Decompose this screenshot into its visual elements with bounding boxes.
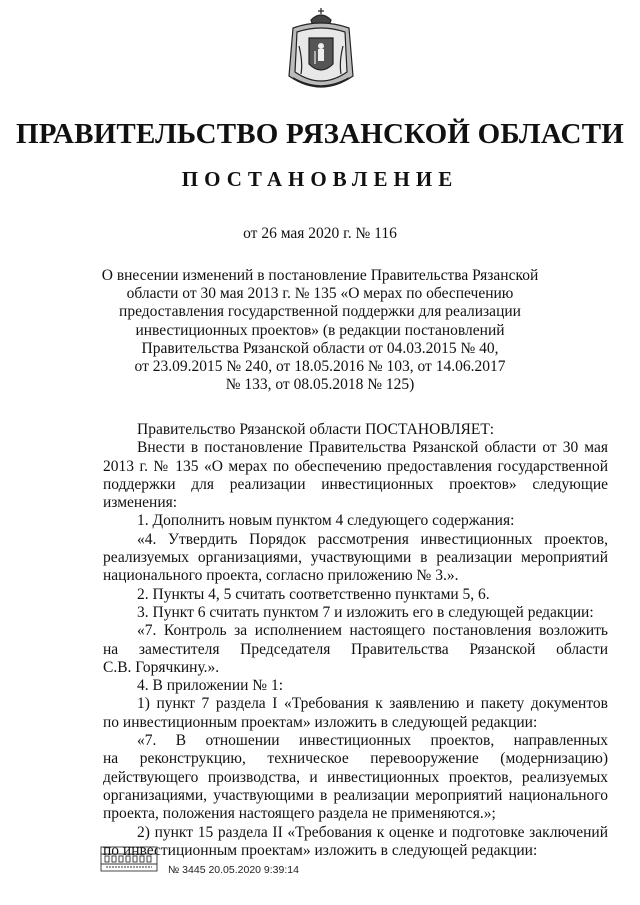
subject-line: Правительства Рязанской области от 04.03.2015 № 40, (141, 339, 499, 357)
document-type: ПОСТАНОВЛЕНИЕ (181, 167, 459, 191)
coat-of-arms-icon (285, 6, 357, 98)
body-line: 2) пункт 15 раздела II «Требования к оценке и подготовке заключений (137, 823, 608, 841)
subject-line: предоставления государственной поддержки для реализации (119, 303, 521, 321)
body-line: 4. В приложении № 1: (137, 677, 284, 695)
body-line: проекта, положения настоящего раздела не применяются.»; (103, 805, 496, 823)
body-line: 2013 г. № 135 «О мерах по обеспечению предоставления государственной (103, 457, 608, 475)
body-line: реализуемых организациями, участвующими в реализации мероприятий (103, 549, 608, 567)
body-line: по инвестиционным проектам» изложить в следующей редакции: (103, 841, 538, 859)
subject-line: от 23.09.2015 № 240, от 18.05.2016 № 103, от 14.06.2017 (134, 358, 506, 376)
body-line: 1) пункт 7 раздела I «Требования к заявлению и пакету документов (137, 695, 608, 713)
body-line: поддержки для реализации инвестиционных проектов» следующие (103, 475, 608, 493)
body-line: национального проекта, согласно приложению № 3.». (103, 567, 459, 585)
subject-line: области от 30 мая 2013 г. № 135 «О мерах по обеспечению (126, 285, 514, 303)
body-line: «7. В отношении инвестиционных проектов, направленных (137, 732, 608, 750)
printing-house-mark-icon (100, 846, 158, 872)
body-line: изменения: (103, 494, 178, 512)
body-line: на реконструкцию, техническое перевооружение (модернизацию) (103, 750, 608, 768)
body-line: «7. Контроль за исполнением настоящего постановления возложить (137, 622, 608, 640)
body-line: по инвестиционным проектам» изложить в следующей редакции: (103, 713, 538, 731)
subject-line: инвестиционных проектов» (в редакции постановлений (135, 321, 505, 339)
body-line: 1. Дополнить новым пунктом 4 следующего содержания: (137, 512, 515, 530)
subject-line: № 133, от 08.05.2018 № 125) (225, 376, 415, 394)
body-line: 2. Пункты 4, 5 считать соответственно пунктами 5, 6. (137, 585, 490, 603)
date-and-number: от 26 мая 2020 г. № 116 (243, 225, 397, 242)
body-line: Внести в постановление Правительства Рязанской области от 30 мая (137, 439, 608, 457)
decree-subject (80, 267, 560, 394)
body-line: «4. Утвердить Порядок рассмотрения инвестиционных проектов, (137, 530, 608, 548)
registration-stamp: № 3445 20.05.2020 9:39:14 (168, 864, 299, 876)
body-line: С.В. Горячкину.». (103, 658, 220, 676)
subject-line: О внесении изменений в постановление Правительства Рязанской (101, 267, 539, 284)
body-line: действующего производства, и инвестиционных проектов, реализуемых (103, 768, 608, 786)
body-line: 3. Пункт 6 считать пунктом 7 и изложить его в следующей редакции: (137, 603, 594, 621)
body-line: Правительство Рязанской области ПОСТАНОВЛЯЕТ: (137, 421, 495, 438)
decree-body (103, 421, 608, 860)
government-name: ПРАВИТЕЛЬСТВО РЯЗАНСКОЙ ОБЛАСТИ (16, 118, 624, 150)
body-line: на заместителя Председателя Правительства Рязанской области (103, 640, 608, 658)
body-line: организациями, участвующими в реализации мероприятий национального (103, 786, 608, 804)
